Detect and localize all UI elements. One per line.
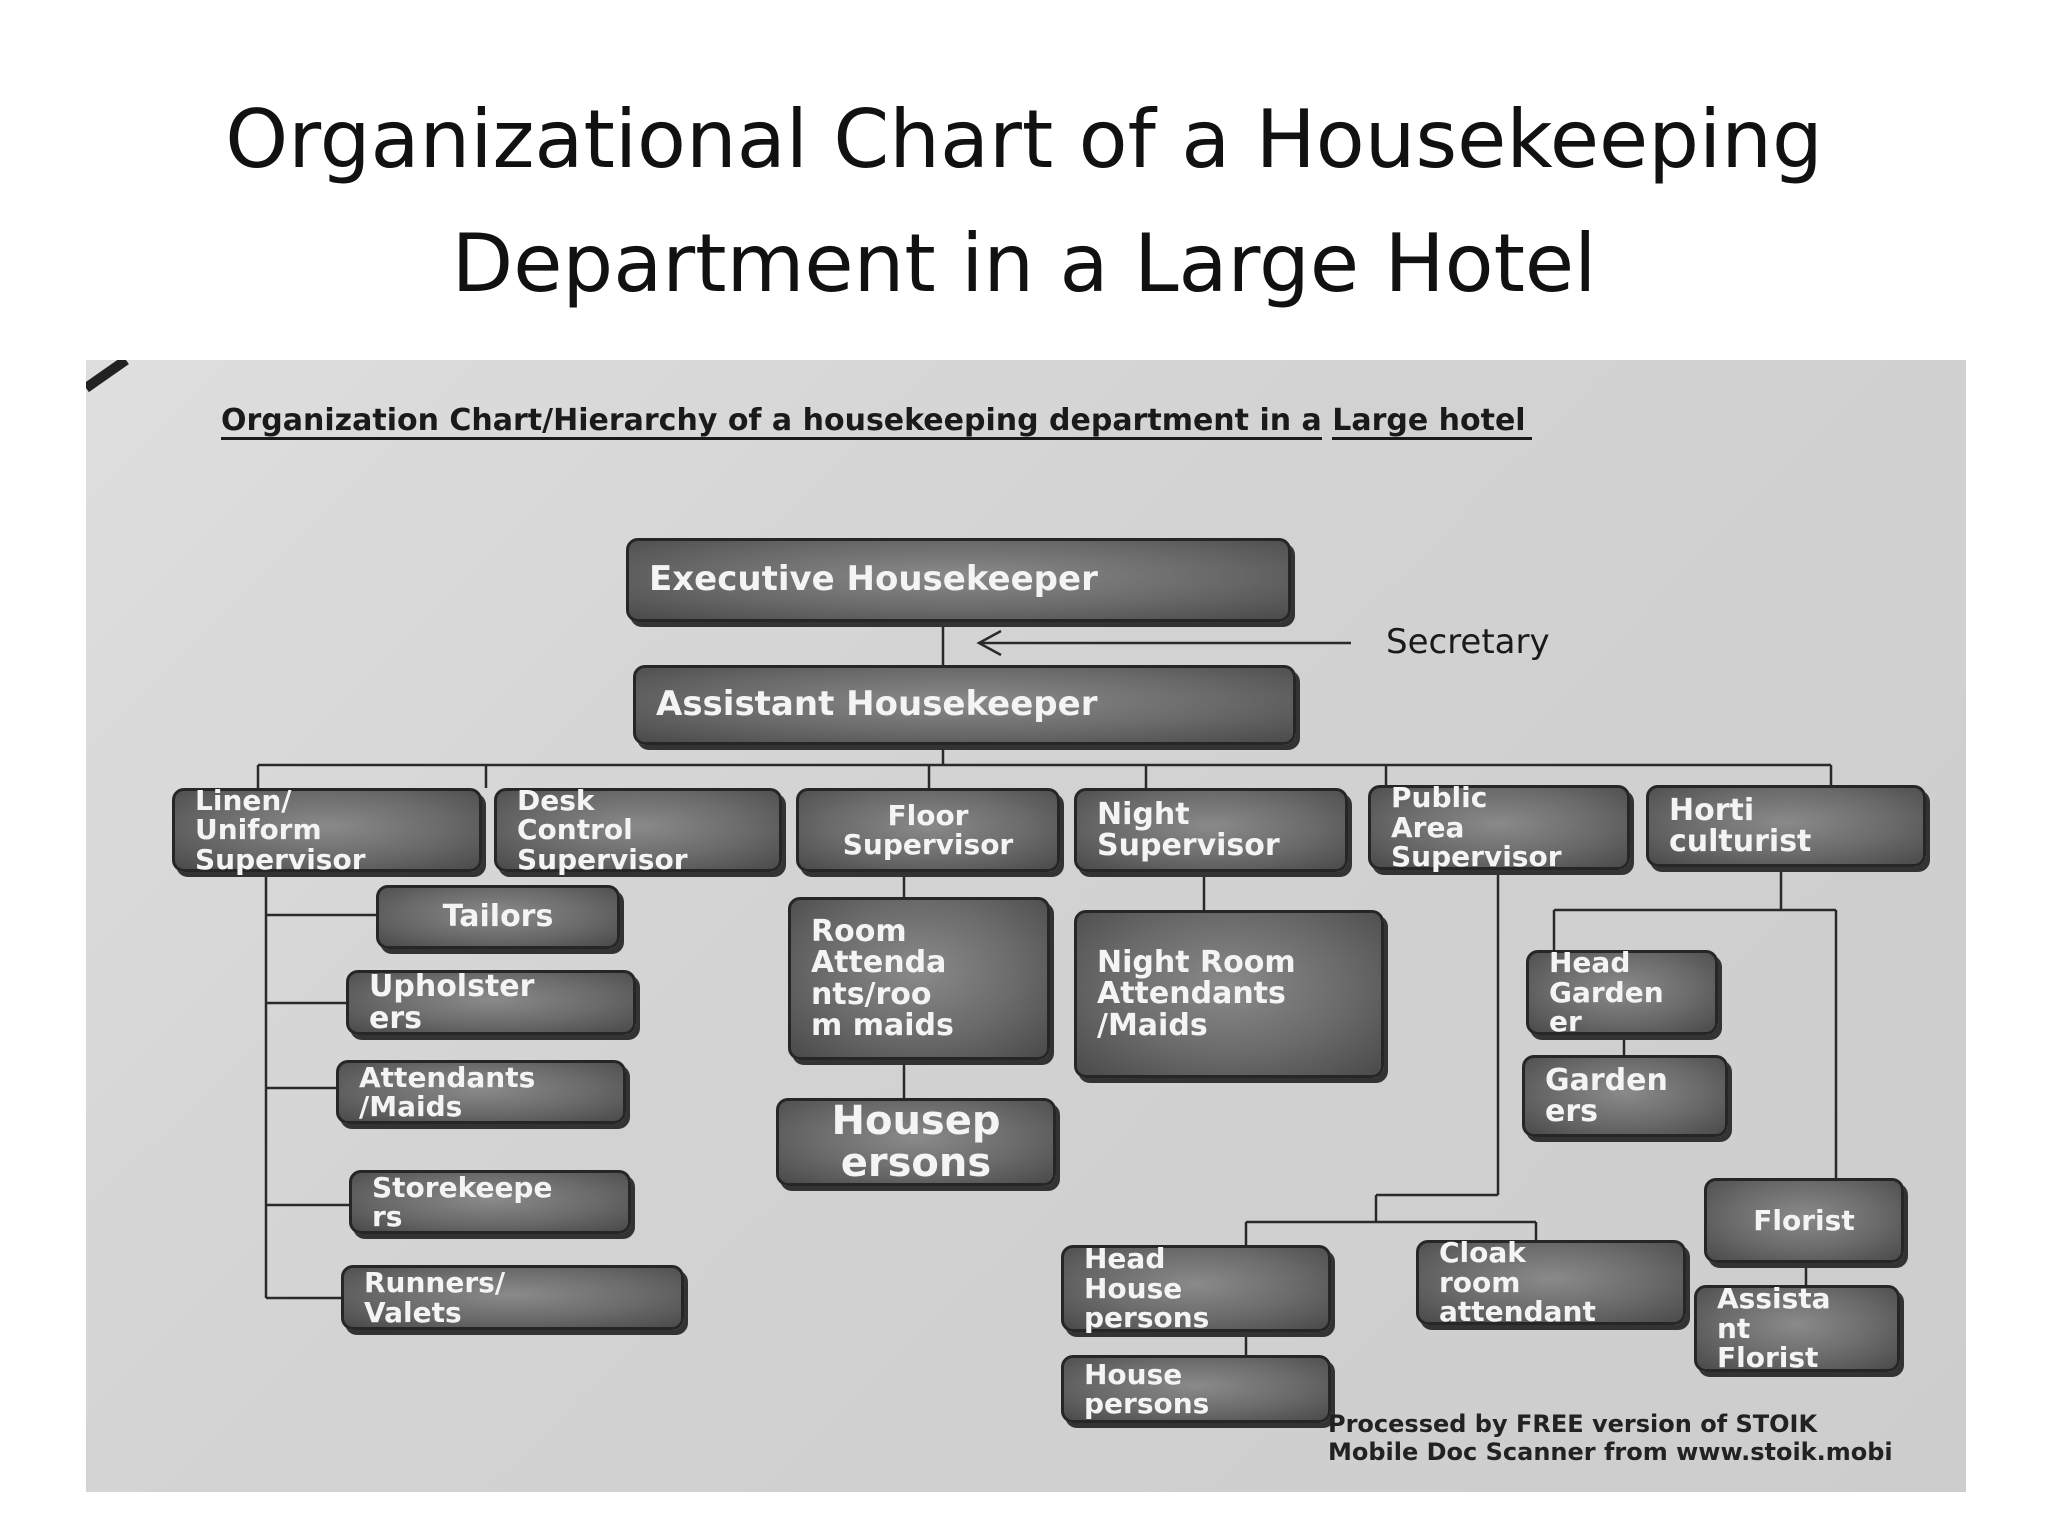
node-florist: Florist <box>1704 1178 1904 1263</box>
node-head-house-persons: Head House persons <box>1061 1245 1331 1332</box>
secretary-label: Secretary <box>1386 622 1550 662</box>
node-storekeepers: Storekeepe rs <box>349 1170 631 1234</box>
slide-title-line1: Organizational Chart of a Housekeeping <box>225 93 1823 186</box>
node-night-supervisor: Night Supervisor <box>1074 788 1348 872</box>
node-assistant-housekeeper: Assistant Housekeeper <box>633 665 1296 745</box>
node-cloak-room-attendant: Cloak room attendant <box>1416 1240 1686 1325</box>
node-room-attendants: Room Attenda nts/roo m maids <box>788 897 1050 1060</box>
node-attendants-maids: Attendants /Maids <box>336 1060 626 1124</box>
watermark-line1: Processed by FREE version of STOIK <box>1328 1410 1818 1438</box>
slide-title <box>0 78 2048 326</box>
node-public-area-supervisor: Public Area Supervisor <box>1368 785 1630 870</box>
scanner-watermark <box>1328 1410 1893 1466</box>
node-gardeners: Garden ers <box>1522 1055 1728 1137</box>
node-head-gardener: Head Garden er <box>1526 950 1718 1035</box>
node-upholsterers: Upholster ers <box>346 970 636 1035</box>
node-executive-housekeeper: Executive Housekeeper <box>626 538 1291 622</box>
page-corner-mark <box>86 360 126 388</box>
node-runners-valets: Runners/ Valets <box>341 1265 684 1330</box>
watermark-line2: Mobile Doc Scanner from www.stoik.mobi <box>1328 1438 1893 1466</box>
node-linen-uniform-supervisor: Linen/ Uniform Supervisor <box>172 788 482 872</box>
node-night-room-attendants: Night Room Attendants /Maids <box>1074 910 1384 1078</box>
node-assistant-florist: Assista nt Florist <box>1694 1285 1900 1372</box>
node-floor-supervisor: Floor Supervisor <box>796 788 1060 872</box>
node-horticulturist: Horti culturist <box>1646 785 1926 867</box>
slide-title-line2: Department in a Large Hotel <box>451 217 1597 310</box>
node-housepersons: Housep ersons <box>776 1098 1056 1186</box>
document-heading <box>221 405 1532 440</box>
node-tailors: Tailors <box>376 885 620 949</box>
node-house-persons: House persons <box>1061 1355 1331 1423</box>
document-heading-line1: Organization Chart/Hierarchy of a housekeeping department in a <box>221 403 1322 438</box>
scanned-document <box>86 360 1966 1492</box>
document-heading-line2: Large hotel <box>1332 405 1531 440</box>
node-desk-control-supervisor: Desk Control Supervisor <box>494 788 782 872</box>
